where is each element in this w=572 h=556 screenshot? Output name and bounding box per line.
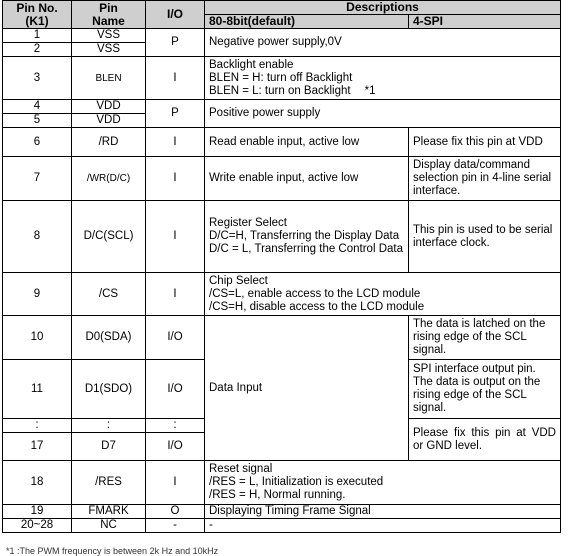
pin-description: - xyxy=(205,519,561,533)
table-row xyxy=(3,29,561,43)
pin-name: /CS xyxy=(72,273,146,316)
description-line: Chip Select xyxy=(209,274,268,287)
spi-description: This pin is used to be serial interface clock. xyxy=(409,201,561,273)
pin-no: 1 xyxy=(3,29,72,43)
description-line: Reset signal xyxy=(209,463,273,475)
name-label: Name xyxy=(92,13,125,28)
description-line: Backlight enable xyxy=(209,58,294,71)
pin-name: D7 xyxy=(72,433,146,461)
table-row xyxy=(3,201,561,273)
pin-io: I xyxy=(146,201,205,273)
pin-io: I xyxy=(146,128,205,157)
pin-no-label: Pin No. xyxy=(16,0,58,15)
description-text: BLEN = L: turn on Backlight xyxy=(209,84,351,97)
pin-name: BLEN xyxy=(72,57,146,100)
pin-no: 7 xyxy=(3,157,72,201)
pin-name: D0(SDA) xyxy=(72,316,146,360)
pin-name: : xyxy=(72,419,146,433)
pin-name: /RD xyxy=(72,128,146,157)
spi-description: Display data/command selection pin in 4-line serial interface. xyxy=(409,157,561,201)
description-line xyxy=(209,85,556,98)
pin-io: I/O xyxy=(146,316,205,360)
spi-description: The data is latched on the rising edge of the SCL signal. xyxy=(409,316,561,360)
spi-description: Please fix this pin at VDD or GND level. xyxy=(409,419,561,461)
pin-description: Read enable input, active low xyxy=(205,128,409,157)
footnote-mark: *1 xyxy=(364,84,376,97)
pin-io: - xyxy=(146,519,205,533)
table-row xyxy=(3,128,561,157)
pin-io: I/O xyxy=(146,433,205,461)
pin-no: 19 xyxy=(3,505,72,519)
pin-io: I xyxy=(146,273,205,316)
table-row xyxy=(3,157,561,201)
io-header: I/O xyxy=(146,1,205,29)
pin-description xyxy=(205,273,561,316)
mode-4spi-header: 4-SPI xyxy=(409,15,561,29)
pin-io: I xyxy=(146,57,205,100)
pin-no: 4 xyxy=(3,100,72,114)
pin-name: /WR(D/C) xyxy=(72,157,146,201)
pin-no: 17 xyxy=(3,433,72,461)
mode-8080-header: 80-8bit(default) xyxy=(205,15,409,29)
description-line: Register Select xyxy=(209,217,287,229)
pin-no: 6 xyxy=(3,128,72,157)
spi-description: Please fix this pin at VDD xyxy=(409,128,561,157)
description-line: BLEN = H: turn off Backlight xyxy=(209,71,353,84)
pin-name-header xyxy=(72,1,146,29)
pin-name: /RES xyxy=(72,461,146,505)
pin-io: O xyxy=(146,505,205,519)
k1-label: (K1) xyxy=(25,13,49,28)
header-row-1 xyxy=(3,1,561,15)
table-row xyxy=(3,519,561,533)
pin-no: 20~28 xyxy=(3,519,72,533)
pin-io: P xyxy=(146,29,205,57)
pin-no-header xyxy=(3,1,72,29)
pin-description-table xyxy=(2,0,561,533)
pin-name: FMARK xyxy=(72,505,146,519)
pin-no: 10 xyxy=(3,316,72,360)
pin-name: VDD xyxy=(72,114,146,128)
pin-label: Pin xyxy=(99,0,118,15)
pin-name: D1(SDO) xyxy=(72,360,146,419)
pin-description: Write enable input, active low xyxy=(205,157,409,201)
description-line: /CS=L, enable access to the LCD module xyxy=(209,287,421,300)
table-row xyxy=(3,273,561,316)
pin-description xyxy=(205,461,561,505)
pin-description xyxy=(205,201,409,273)
pin-description: Positive power supply xyxy=(205,100,561,128)
pin-no: 3 xyxy=(3,57,72,100)
description-line: D/C=H, Transferring the Display Data xyxy=(209,230,400,242)
pin-no: 2 xyxy=(3,43,72,57)
footnote: *1 :The PWM frequency is between 2k Hz and 10kHz xyxy=(6,546,219,556)
pin-description: Data Input xyxy=(205,316,409,461)
pin-name: NC xyxy=(72,519,146,533)
pin-io: P xyxy=(146,100,205,128)
table-row xyxy=(3,57,561,100)
pin-name: VSS xyxy=(72,43,146,57)
descriptions-header: Descriptions xyxy=(205,1,561,15)
pin-no: 8 xyxy=(3,201,72,273)
pin-name: VSS xyxy=(72,29,146,43)
pin-description: Negative power supply,0V xyxy=(205,29,561,57)
table-row xyxy=(3,100,561,114)
pin-no: 11 xyxy=(3,360,72,419)
table-row xyxy=(3,316,561,360)
pin-no: : xyxy=(3,419,72,433)
pin-name: VDD xyxy=(72,100,146,114)
pin-no: 18 xyxy=(3,461,72,505)
description-line: /RES = H, Normal running. xyxy=(209,489,346,501)
pin-io: : xyxy=(146,419,205,433)
spi-description: SPI interface output pin. The data is output on the rising edge of the SCL signal. xyxy=(409,360,561,419)
pin-description: Displaying Timing Frame Signal xyxy=(205,505,561,519)
description-line: D/C = L, Transferring the Control Data xyxy=(209,243,403,255)
pin-description xyxy=(205,57,561,100)
table-row xyxy=(3,461,561,505)
table-row xyxy=(3,505,561,519)
pin-no: 9 xyxy=(3,273,72,316)
pin-no: 5 xyxy=(3,114,72,128)
description-line: /RES = L, Initialization is executed xyxy=(209,476,384,488)
pin-io: I xyxy=(146,461,205,505)
description-line: /CS=H, disable access to the LCD module xyxy=(209,300,425,313)
pin-name: D/C(SCL) xyxy=(72,201,146,273)
pin-io: I xyxy=(146,157,205,201)
pin-io: I/O xyxy=(146,360,205,419)
